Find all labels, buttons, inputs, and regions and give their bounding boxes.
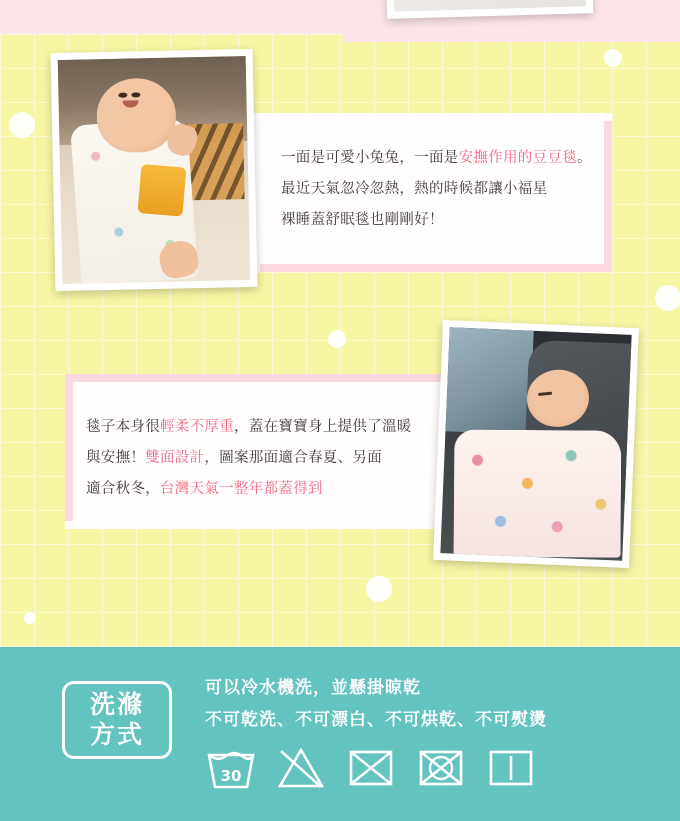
wash-instruction-line1: 可以冷水機洗，並懸掛晾乾 [205,678,421,698]
card2-line1-b: ，蓋在寶寶身上提供了溫暖 [234,419,412,435]
text-card-2 [65,374,450,529]
baby-eye-right [131,92,140,97]
do-not-bleach-icon [275,743,327,791]
wash-instruction-line2: 不可乾洗、不可漂白、不可烘乾、不可熨燙 [205,710,547,730]
baby-bib [137,164,186,217]
card1-line2: 最近天氣忽冷忽熱，熱的時候都讓小福星 [281,181,548,197]
machine-wash-30-icon [205,743,257,791]
photo-image [392,0,586,12]
wash-badge-line2: 方式 [89,720,144,749]
decorative-dot [604,49,622,67]
baby-in-carseat-photo [433,320,639,568]
baby-blanket [453,430,621,558]
decorative-dot [24,612,36,624]
photo-image [58,56,251,284]
card1-line1-b: 。 [577,150,592,166]
baby-eye-left [118,93,127,98]
card2-line2-a: 與安撫！ [86,450,146,466]
photo-image [440,327,631,560]
wash-care-section [0,647,680,821]
hang-to-dry-icon [485,743,537,791]
decorative-dot [328,330,346,348]
card1-line3: 裸睡蓋舒眠毯也剛剛好！ [281,212,444,228]
decorative-dot [366,576,392,602]
card2-line1-highlight: 輕柔不厚重 [160,419,234,435]
card1-line1 [281,143,592,174]
card1-line1-a: 一面是可愛小兔兔，一面是 [281,150,459,166]
card2-line2-b: ，圖案那面適合春夏、另面 [204,450,383,466]
wash-badge-line1: 洗滌 [89,690,144,719]
baby-mouth [122,100,138,107]
card2-line1-a: 毯子本身很 [86,419,160,435]
card2-line3 [86,474,323,505]
card2-line2-highlight: 雙面設計 [145,450,205,466]
do-not-dry-clean-icon [415,743,467,791]
decorative-dot [655,285,680,311]
car-window [445,327,533,434]
card2-line2 [86,443,382,474]
baby-head [96,78,176,154]
decorative-dot [9,112,35,138]
wash-care-icon-row [205,743,537,791]
card2-line1 [86,412,412,443]
baby-on-bed-photo [51,49,258,291]
card1-line1-highlight: 安撫作用的豆豆毯 [458,150,578,166]
do-not-tumble-dry-icon [345,743,397,791]
wash-care-badge [62,681,172,759]
card2-line3-highlight: 台灣天氣一整年都蓋得到 [160,481,323,497]
machine-wash-temp-label: 30 [220,767,242,785]
text-card-1 [252,113,612,272]
card2-line3-a: 適合秋冬， [86,481,160,497]
